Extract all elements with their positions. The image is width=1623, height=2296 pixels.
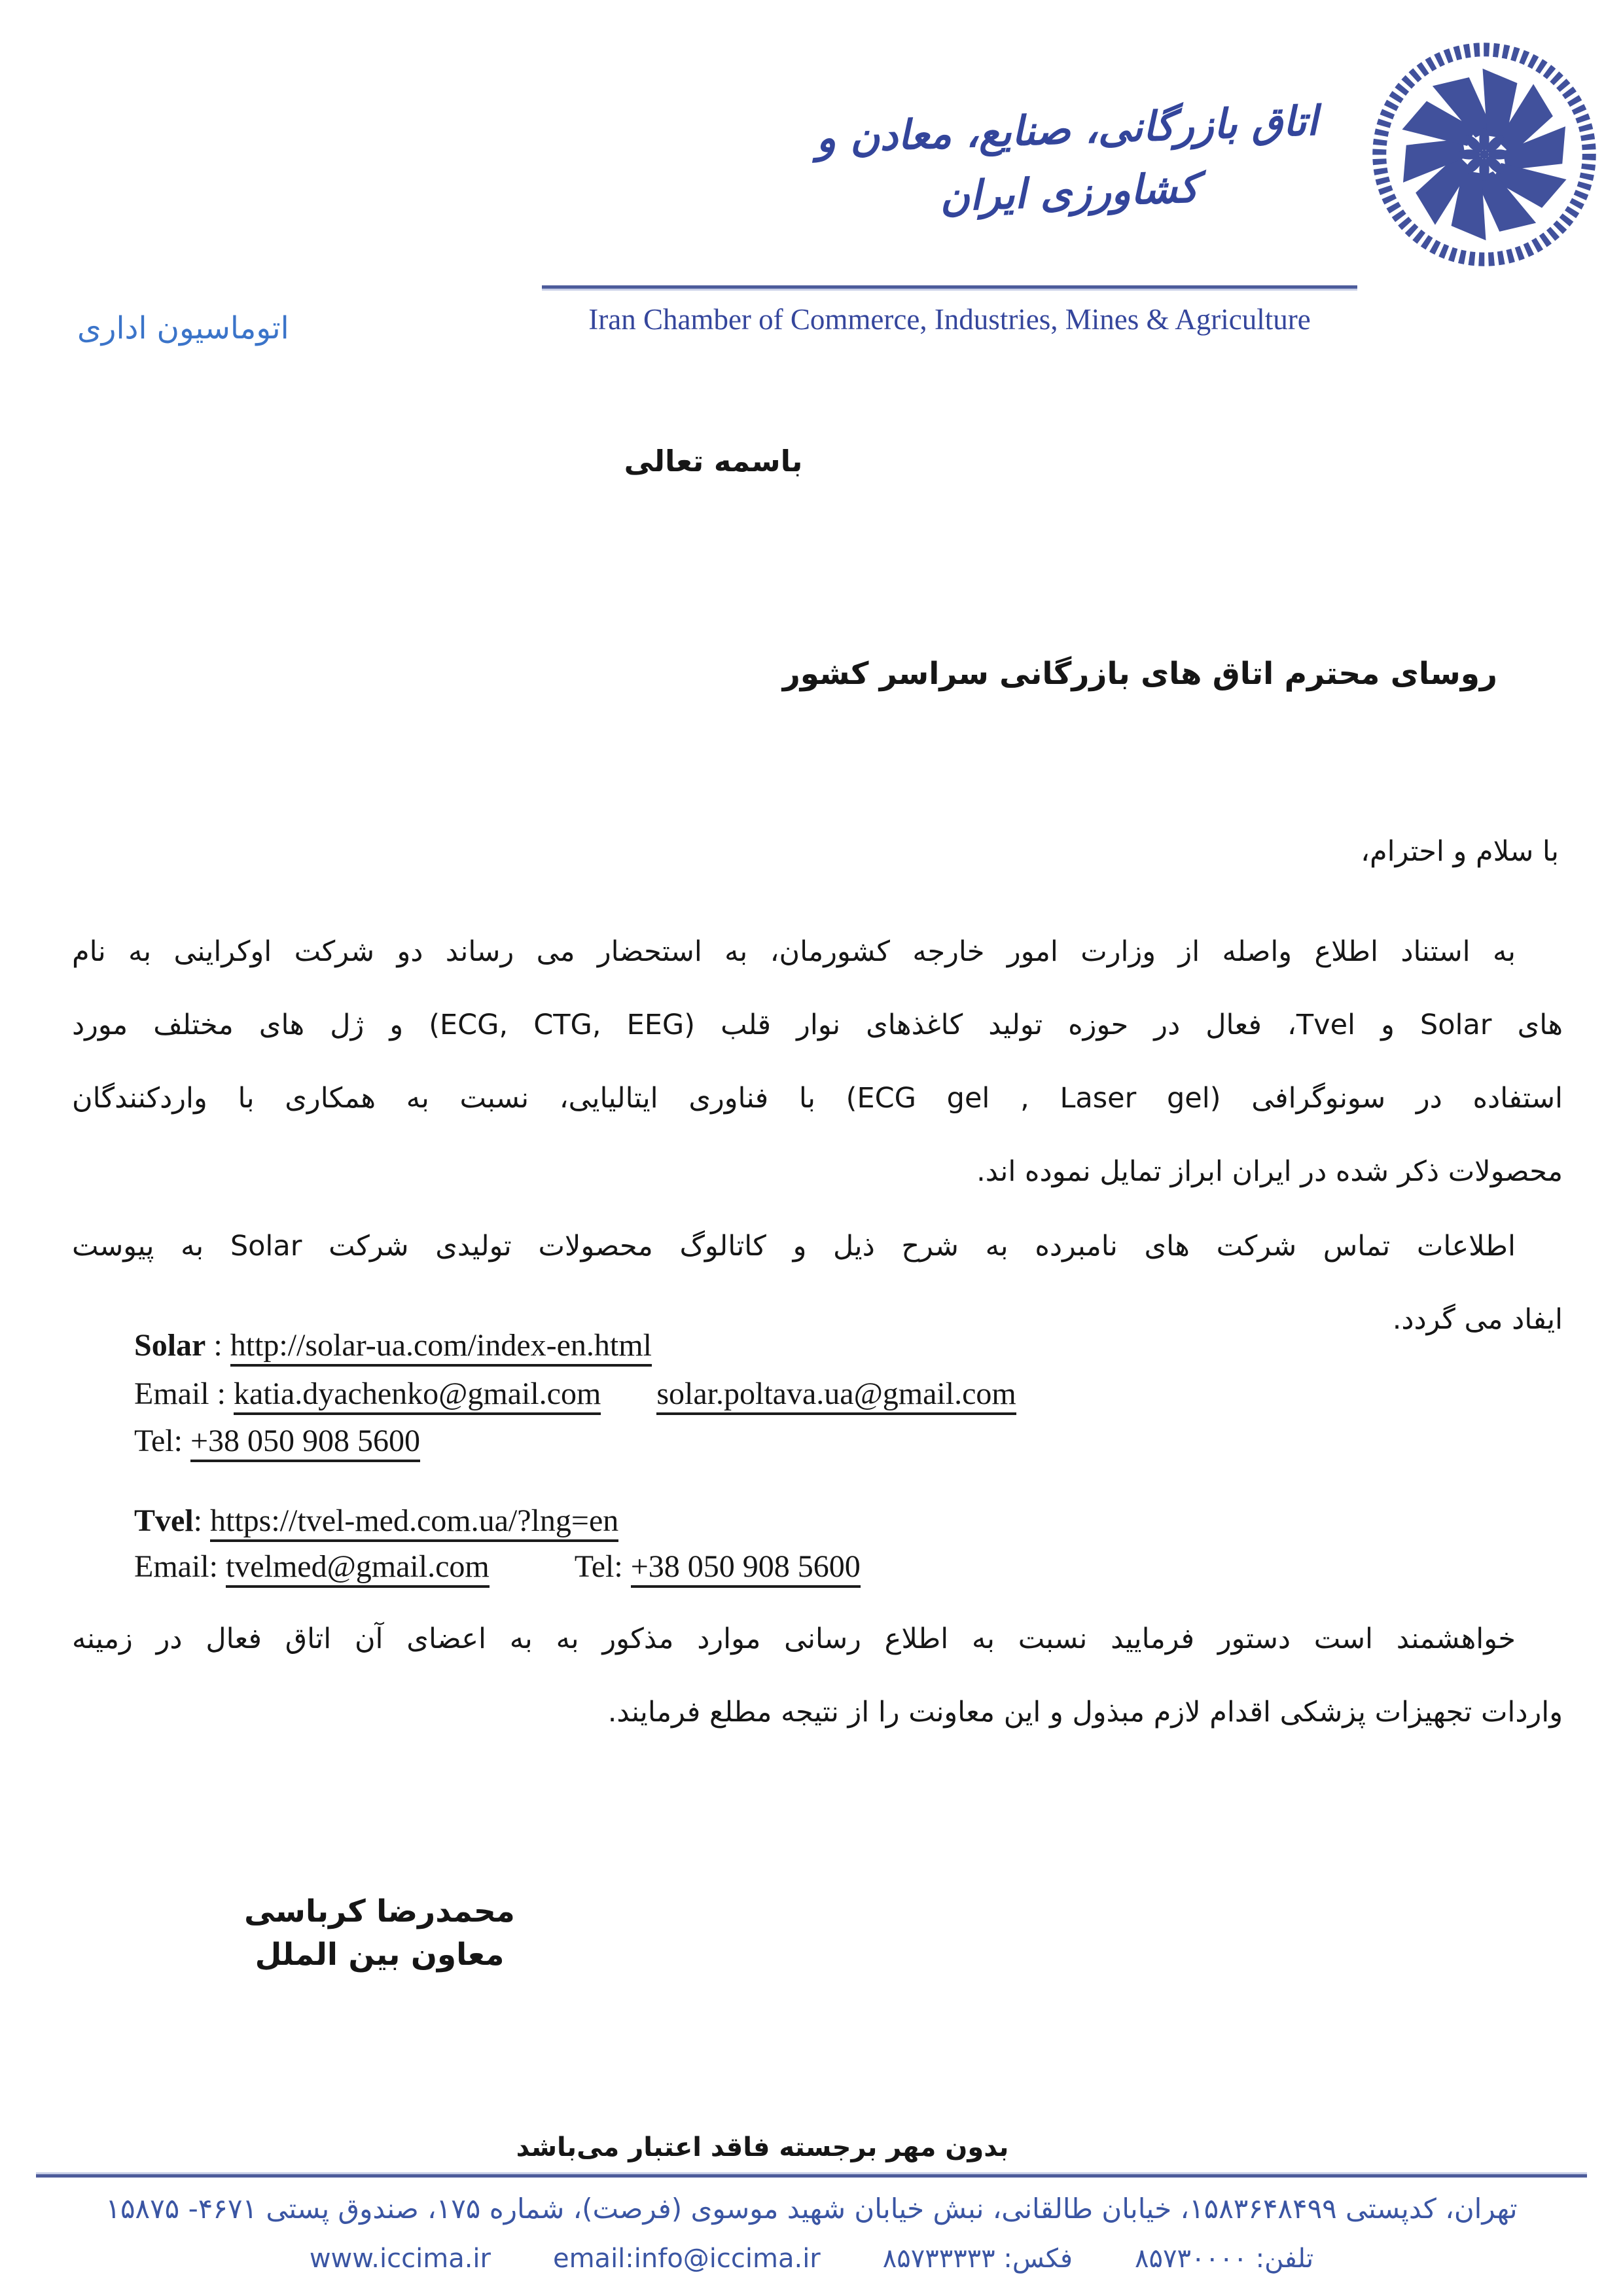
- footer-tel-value: ۸۵۷۳۰۰۰۰: [1135, 2244, 1247, 2274]
- tel-label: Tel:: [134, 1424, 190, 1458]
- org-name-english: Iran Chamber of Commerce, Industries, Mines & Agriculture: [588, 303, 1311, 336]
- email-label: Email :: [134, 1376, 234, 1411]
- paragraph-request: [72, 1602, 1563, 1749]
- paragraph-attachment-line: ایفاد می گردد.: [1392, 1303, 1563, 1336]
- footer-tel-label: تلفن:: [1247, 2244, 1314, 2274]
- tvel-company-name: Tvel: [134, 1503, 194, 1538]
- footer-fax: [883, 2244, 1073, 2274]
- separator: :: [193, 1503, 210, 1538]
- tel-label: Tel:: [574, 1549, 631, 1584]
- salutation-line: با سلام و احترام،: [1361, 835, 1559, 868]
- bismillah-line: باسمه تعالی: [624, 444, 803, 478]
- iccima-logo-icon: [1363, 26, 1606, 283]
- header-divider: [542, 285, 1357, 289]
- paragraph-intro-line: های Solar و Tvel، فعال در حوزه تولید کاغذهای نوار قلب (ECG, CTG, EEG) و ژل های مختلف مورد: [72, 1009, 1563, 1041]
- paragraph-intro: [72, 915, 1563, 1208]
- recipient-heading: روسای محترم اتاق های بازرگانی سراسر کشور: [782, 656, 1497, 692]
- paragraph-intro-line: محصولات ذکر شده در ایران ابراز تمایل نموده اند.: [976, 1155, 1563, 1188]
- footer-email: email:info@iccima.ir: [552, 2244, 821, 2274]
- org-name-persian-calligraphy: اتاق بازرگانی، صنایع، معادن و کشاورزی ایران: [815, 96, 1319, 221]
- paragraph-intro-line: به استناد اطلاع واصله از وزارت امور خارجه کشورمان، به استحضار می رساند دو شرکت اوکراینی به نام: [72, 935, 1516, 968]
- solar-url: http://solar-ua.com/index-en.html: [230, 1328, 652, 1367]
- tvel-website-line: [134, 1503, 618, 1539]
- solar-email-1: katia.dyachenko@gmail.com: [234, 1376, 601, 1415]
- embossed-seal-notice: بدون مهر برجسته فاقد اعتبار می‌باشد: [516, 2132, 1009, 2162]
- solar-company-name: Solar: [134, 1328, 206, 1363]
- solar-tel-line: [134, 1423, 420, 1459]
- email-label: Email:: [134, 1549, 226, 1584]
- footer-fax-value: ۸۵۷۳۳۳۳۳: [882, 2244, 995, 2274]
- paragraph-request-line: خواهشمند است دستور فرمایید نسبت به اطلاع رسانی موارد مذکور به به اعضای آن اتاق فعال در زمینه: [72, 1623, 1516, 1655]
- tvel-tel: +38 050 908 5600: [631, 1549, 861, 1588]
- paragraph-attachment-line: اطلاعات تماس شرکت های نامبرده به شرح ذیل و کاتالوگ محصولات تولیدی شرکت Solar به پیوست: [72, 1230, 1516, 1263]
- paragraph-intro-line: استفاده در سونوگرافی (ECG gel , Laser gel) با فناوری ایتالیایی، نسبت به همکاری با واردکنندگان: [72, 1082, 1563, 1115]
- footer-fax-label: فکس:: [995, 2244, 1073, 2274]
- signature-block: [216, 1890, 543, 1977]
- tvel-url: https://tvel-med.com.ua/?lng=en: [210, 1503, 618, 1542]
- solar-website-line: [134, 1327, 652, 1363]
- tvel-email-tel-line: [134, 1549, 861, 1585]
- solar-email-line: [134, 1376, 1016, 1412]
- footer-divider: [36, 2174, 1587, 2178]
- solar-tel: +38 050 908 5600: [190, 1424, 420, 1462]
- footer-tel: [1135, 2244, 1313, 2274]
- footer-contact-row: [65, 2244, 1558, 2274]
- signer-name: محمدرضا کرباسی: [244, 1893, 515, 1929]
- footer-address: تهران، کدپستی ۱۵۸۳۶۴۸۴۹۹، خیابان طالقانی، نبش خیابان شهید موسوی (فرصت)، شماره ۱۷۵، صندوق پستی ۴۶۷۱- ۱۵۸۷۵: [105, 2193, 1518, 2225]
- paragraph-request-line: واردات تجهیزات پزشکی اقدام لازم مبذول و این معاونت را از نتیجه مطلع فرمایند.: [607, 1696, 1563, 1729]
- solar-email-2: solar.poltava.ua@gmail.com: [656, 1376, 1016, 1415]
- footer-website: www.iccima.ir: [309, 2244, 491, 2274]
- tvel-email: tvelmed@gmail.com: [226, 1549, 490, 1588]
- signer-title: معاون بین الملل: [255, 1937, 505, 1973]
- office-automation-label: اتوماسیون اداری: [77, 310, 289, 346]
- separator: :: [205, 1328, 230, 1363]
